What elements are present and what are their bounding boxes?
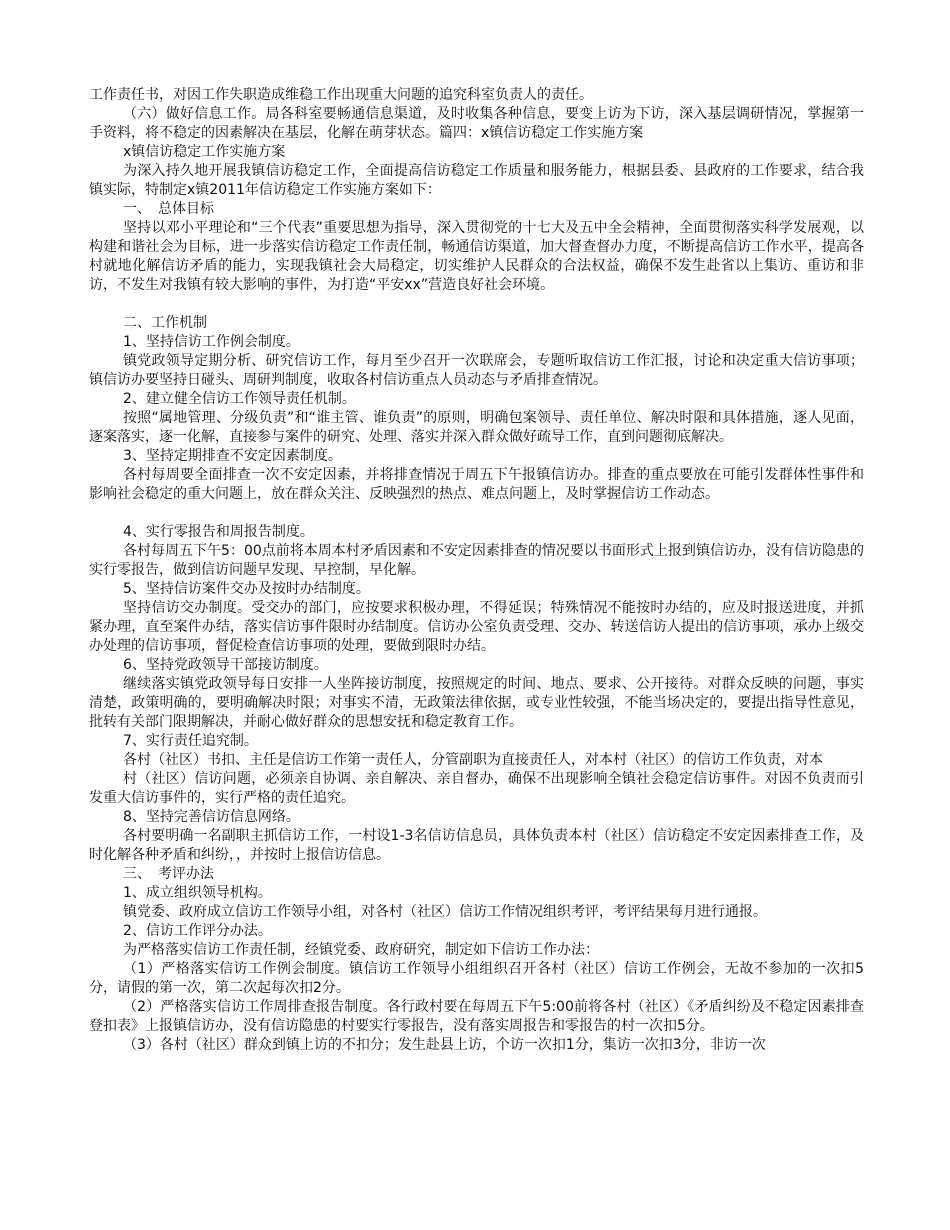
blank-line xyxy=(89,295,864,314)
paragraph: 坚持信访交办制度。受交办的部门，应按要求积极办理，不得延误；特殊情况不能按时办结的，应及时报送进度，并抓紧办理，直至案件办结，落实信访事件限时办结制度。信访办公室负责受理、交办、转送信访人提出的信访事项，承办上级交办处理的信访事项，督促检查信访事项的处理，要做到限时办结。 xyxy=(89,600,864,654)
paragraph: 2、信访工作评分办法。 xyxy=(123,923,272,939)
paragraph: 8、坚持完善信访信息网络。 xyxy=(123,809,300,825)
paragraph: 各村每周五下午5：00点前将本周本村矛盾因素和不安定因素排查的情况要以书面形式上报到镇信访办，没有信访隐患的实行零报告，做到信访问题早发现、早控制，早化解。 xyxy=(89,543,864,578)
paragraph: 继续落实镇党政领导每日安排一人坐阵接访制度，按照规定的时间、地点、要求、公开接待。对群众反映的问题，事实清楚，政策明确的，要明确解决时限；对事实不清，无政策法律依据，或专业性较强，不能当场决定的，要提出指导性意见，批转有关部门限期解决，并耐心做好群众的思想安抚和稳定教育工作。 xyxy=(89,676,864,730)
paragraph: 工作责任书，对因工作失职造成维稳工作出现重大问题的追究科室负责人的责任。 xyxy=(89,87,593,103)
paragraph: 按照“属地管理、分级负责”和“谁主管、谁负责”的原则，明确包案领导、责任单位、解决时限和具体措施，逐人见面，逐案落实，逐一化解，直接参与案件的研究、处理、落实并深入群众做好疏导工作，直到问题彻底解决。 xyxy=(89,410,864,445)
paragraph: 各村要明确一名副职主抓信访工作，一村设1-3名信访信息员，具体负责本村（社区）信访稳定不安定因素排查工作，及时化解各种矛盾和纠纷，，并按时上报信访信息。 xyxy=(89,828,864,863)
paragraph: 各村（社区）书扣、主任是信访工作第一责任人，分管副职为直接责任人，对本村（社区）的信访工作负责，对本 xyxy=(123,752,823,768)
paragraph: x镇信访稳定工作实施方案 xyxy=(123,144,286,160)
paragraph: 坚持以邓小平理论和“三个代表”重要思想为指导，深入贯彻党的十七大及五中全会精神，全面贯彻落实科学发展观，以构建和谐社会为目标，进一步落实信访稳定工作责任制，畅通信访渠道，加大督查督办力度，不断提高信访工作水平，提高各村就地化解信访矛盾的能力，实现我镇社会大局稳定，切实维护人民群众的合法权益，确保不发生赴省以上集访、重访和非访，不发生对我镇有较大影响的事件，为打造“平安xx”营造良好社会环境。 xyxy=(89,220,864,293)
paragraph: 三、 考评办法 xyxy=(123,866,214,882)
paragraph: （2）严格落实信访工作周排查报告制度。各行政村要在每周五下午5:00前将各村（社区）《矛盾纠纷及不稳定因素排查登扣表》上报镇信访办，没有信访隐患的村要实行零报告，没有落实周报告和零报告的村一次扣5分。 xyxy=(89,999,864,1034)
paragraph: 各村每周要全面排查一次不安定因素，并将排查情况于周五下午报镇信访办。排查的重点要放在可能引发群体性事件和影响社会稳定的重大问题上，放在群众关注、反映强烈的热点、难点问题上，及时掌握信访工作动态。 xyxy=(89,467,864,502)
paragraph: 村（社区）信访问题，必须亲自协调、亲自解决、亲自督办，确保不出现影响全镇社会稳定信访事件。对因不负责而引发重大信访事件的，实行严格的责任追究。 xyxy=(89,771,864,806)
paragraph: 二、工作机制 xyxy=(123,315,207,331)
paragraph: （1）严格落实信访工作例会制度。镇信访工作领导小组组织召开各村（社区）信访工作例会，无故不参加的一次扣5分，请假的第一次，第二次起每次扣2分。 xyxy=(89,961,864,996)
paragraph: 1、成立组织领导机构。 xyxy=(123,885,272,901)
paragraph: 一、 总体目标 xyxy=(123,201,214,217)
paragraph: 镇党政领导定期分析、研究信访工作，每月至少召开一次联席会，专题听取信访工作汇报，讨论和决定重大信访事项；镇信访办要坚持日碰头、周研判制度，收取各村信访重点人员动态与矛盾排查情况。 xyxy=(89,353,864,388)
blank-line xyxy=(89,504,864,523)
paragraph: 4、实行零报告和周报告制度。 xyxy=(123,524,314,540)
paragraph: 镇党委、政府成立信访工作领导小组，对各村（社区）信访工作情况组织考评，考评结果每月进行通报。 xyxy=(123,904,767,920)
paragraph: 1、坚持信访工作例会制度。 xyxy=(123,334,300,350)
paragraph: 为严格落实信访工作责任制，经镇党委、政府研究，制定如下信访工作办法： xyxy=(123,942,599,958)
paragraph: 5、坚持信访案件交办及按时办结制度。 xyxy=(123,581,370,597)
paragraph: （3）各村（社区）群众到镇上访的不扣分；发生赴县上访，个访一次扣1分，集访一次扣3分，非访一次 xyxy=(123,1037,766,1053)
paragraph: 为深入持久地开展我镇信访稳定工作，全面提高信访稳定工作质量和服务能力，根据县委、县政府的工作要求，结合我镇实际，特制定x镇2011年信访稳定工作实施方案如下： xyxy=(89,163,864,198)
paragraph: （六）做好信息工作。局各科室要畅通信息渠道，及时收集各种信息，要变上访为下访，深入基层调研情况，掌握第一手资料，将不稳定的因素解决在基层，化解在萌芽状态。篇四：x镇信访稳定工作实施方案 xyxy=(89,106,864,141)
paragraph: 7、实行责任追究制。 xyxy=(123,733,258,749)
paragraph: 3、坚持定期排查不安定因素制度。 xyxy=(123,448,342,464)
document-page xyxy=(89,86,864,1055)
paragraph: 2、建立健全信访工作领导责任机制。 xyxy=(123,391,356,407)
paragraph: 6、坚持党政领导干部接访制度。 xyxy=(123,657,328,673)
